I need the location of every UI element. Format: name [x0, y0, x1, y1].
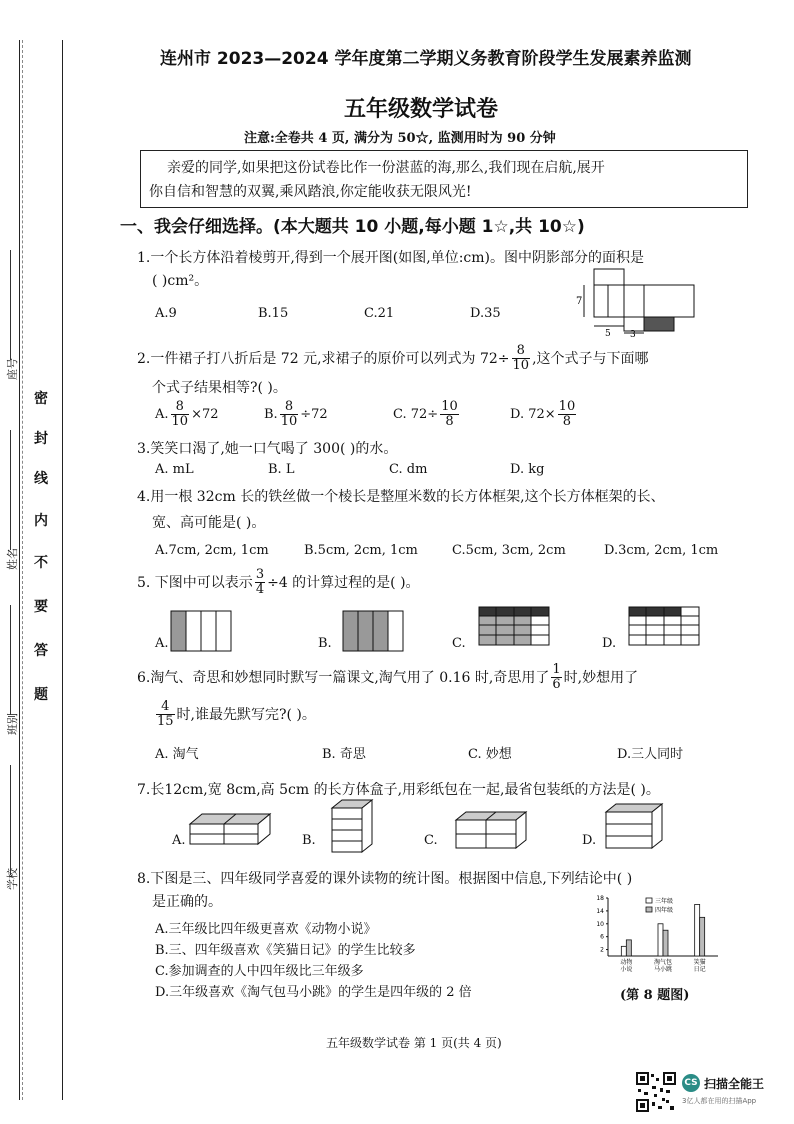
q5-option-a[interactable]: A. — [155, 636, 169, 651]
field-seat-number: 座号 — [6, 358, 19, 380]
q1-option-d[interactable]: D.35 — [470, 306, 501, 321]
frac-num: 10 — [441, 399, 458, 414]
chart-y-tick-label: 18 — [596, 895, 604, 902]
seal-char: 密 — [34, 391, 48, 407]
q6-option-b[interactable]: B. 奇思 — [322, 747, 366, 762]
opt-fraction — [440, 400, 459, 429]
opt-fraction — [558, 400, 577, 429]
frac-den: 15 — [157, 714, 174, 729]
qr-code-icon — [636, 1072, 676, 1112]
chart-bar — [621, 946, 626, 956]
chart-bar — [700, 917, 705, 956]
chart-y-tick-label: 10 — [596, 920, 604, 928]
q1-label-5: 5 — [605, 329, 611, 338]
chart-y-tick-label: 2 — [600, 946, 604, 954]
q8-stem-2: 是正确的。 — [152, 894, 222, 910]
q2-option-a[interactable] — [155, 400, 219, 429]
chart-legend-swatch — [646, 898, 652, 903]
frac-den: 4 — [255, 582, 265, 597]
q4-option-a[interactable]: A.7cm, 2cm, 1cm — [155, 543, 269, 558]
opt-label: B. — [264, 407, 278, 422]
seal-char: 答 — [34, 643, 48, 659]
field-line — [10, 765, 11, 875]
q4-option-d[interactable]: D.3cm, 2cm, 1cm — [604, 543, 719, 558]
margin-line-outer — [19, 40, 20, 1100]
q4-stem: 4.用一根 32cm 长的铁丝做一个棱长是整厘米数的长方体框架,这个长方体框架的长、 — [137, 489, 665, 505]
q7-stem: 7.长12cm,宽 8cm,高 5cm 的长方体盒子,用彩纸包在一起,最省包装纸的方法是( )。 — [137, 782, 660, 798]
q5-option-b[interactable]: B. — [318, 636, 332, 651]
q5-figure-a — [170, 610, 232, 652]
section-title: 一、我会仔细选择。(本大题共 10 小题,每小题 1☆,共 10☆) — [120, 217, 585, 237]
q4-option-b[interactable]: B.5cm, 2cm, 1cm — [304, 543, 418, 558]
opt-label: A. — [155, 407, 169, 422]
exam-subtitle: 五年级数学试卷 — [344, 97, 499, 122]
q8-option-a[interactable]: A.三年级比四年级更喜欢《动物小说》 — [155, 922, 377, 937]
q1-option-a[interactable]: A.9 — [155, 306, 177, 321]
brand-tagline: 3亿人都在用的扫描App — [682, 1097, 757, 1105]
frac-num: 1 — [552, 662, 561, 677]
page-footer: 五年级数学试卷 第 1 页(共 4 页) — [326, 1036, 502, 1050]
opt-fraction — [171, 400, 190, 429]
q7-figure-d — [604, 802, 664, 852]
q4-stem-2: 宽、高可能是( )。 — [152, 515, 266, 531]
q5-fraction — [255, 568, 265, 597]
greeting-box — [140, 150, 748, 208]
q6-stem-2 — [154, 700, 316, 729]
opt-fraction — [280, 400, 299, 429]
seal-char: 线 — [34, 471, 48, 487]
q8-option-d[interactable]: D.三年级喜欢《淘气包马小跳》的学生是四年级的 2 倍 — [155, 985, 472, 1000]
q5-stem-b: ÷4 的计算过程的是( )。 — [267, 574, 420, 591]
q2-stem-a: 2.一件裙子打八折后是 72 元,求裙子的原价可以列式为 72÷ — [137, 350, 510, 367]
q8-bar-chart — [588, 892, 734, 988]
chart-x-tick-label: 动物 — [620, 959, 633, 966]
q1-option-c[interactable]: C.21 — [364, 306, 395, 321]
frac-num: 3 — [255, 567, 265, 582]
q8-stem: 8.下图是三、四年级同学喜爱的课外读物的统计图。根据图中信息,下列结论中( ) — [137, 871, 633, 887]
q2-stem — [137, 344, 649, 373]
field-class: 班别 — [6, 713, 19, 735]
q1-net-figure — [574, 266, 704, 338]
frac-num: 8 — [171, 400, 190, 415]
q5-figure-c — [478, 606, 550, 646]
q6-option-a[interactable]: A. 淘气 — [155, 747, 199, 762]
chart-x-tick-label: 马小跳 — [653, 966, 673, 973]
q6-stem-a: 6.淘气、奇思和妙想同时默写一篇课文,淘气用了 0.16 时,奇思用了 — [137, 669, 550, 686]
q8-option-c[interactable]: C.参加调查的人中四年级比三年级多 — [155, 964, 364, 979]
chart-legend-label: 三年级 — [655, 898, 674, 905]
field-name: 姓名 — [6, 548, 19, 570]
seal-char: 要 — [34, 599, 48, 615]
q5-stem-a: 5. 下图中可以表示 — [137, 574, 253, 591]
q1-option-b[interactable]: B.15 — [258, 306, 289, 321]
q2-option-b[interactable] — [264, 400, 328, 429]
chart-legend-swatch — [646, 907, 652, 912]
greeting-line: 亲爱的同学,如果把这份试卷比作一份湛蓝的海,那么,我们现在启航,展开 — [167, 160, 605, 176]
q1-shaded-face — [644, 317, 674, 331]
q3-option-a[interactable]: A. mL — [155, 462, 194, 477]
chart-x-tick-label: 笑猫 — [693, 959, 706, 966]
chart-legend-label: 四年级 — [655, 907, 674, 914]
field-line — [10, 605, 11, 715]
field-school: 学校 — [6, 868, 19, 890]
seal-char: 题 — [34, 687, 48, 703]
greeting-line: 你自信和智慧的双翼,乘风踏浪,你定能收获无限风光! — [149, 184, 472, 200]
q8-chart-caption: (第 8 题图) — [620, 988, 690, 1003]
frac-den: 10 — [280, 414, 298, 429]
q7-figure-b — [330, 798, 374, 856]
q2-stem-b: ,这个式子与下面哪 — [532, 350, 649, 367]
q3-option-b[interactable]: B. L — [268, 462, 295, 477]
q6-stem — [137, 663, 638, 692]
chart-x-tick-label: 日记 — [693, 966, 706, 973]
q7-figure-c — [454, 810, 528, 850]
frac-den: 10 — [171, 414, 189, 429]
q7-figure-a — [188, 812, 274, 848]
seal-char: 内 — [34, 513, 48, 529]
frac-den: 6 — [552, 677, 561, 692]
chart-bar — [626, 940, 631, 956]
q5-option-d[interactable]: D. — [602, 636, 617, 651]
opt-tail: ×72 — [191, 407, 219, 422]
chart-bar — [695, 904, 700, 956]
q2-option-d[interactable] — [510, 400, 578, 429]
chart-x-tick-label: 小说 — [620, 966, 633, 973]
frac-den: 8 — [445, 414, 454, 429]
q7-option-d[interactable]: D. — [582, 833, 597, 848]
frac-den: 10 — [512, 358, 530, 373]
q2-option-c[interactable] — [393, 400, 461, 429]
q7-option-a[interactable]: A. — [172, 833, 186, 848]
q4-option-c[interactable]: C.5cm, 3cm, 2cm — [452, 543, 566, 558]
q6-option-c[interactable]: C. 妙想 — [468, 747, 512, 762]
opt-tail: ÷72 — [300, 407, 328, 422]
q1-label-7: 7 — [576, 296, 583, 307]
seal-char: 不 — [34, 555, 48, 571]
q5-figure-b — [342, 610, 404, 652]
q5-option-c[interactable]: C. — [452, 636, 466, 651]
q5-figure-d — [628, 606, 700, 646]
q1-stem: 1.一个长方体沿着棱剪开,得到一个展开图(如图,单位:cm)。图中阴影部分的面积是 — [137, 250, 645, 266]
q8-option-b[interactable]: B.三、四年级喜欢《笑猫日记》的学生比较多 — [155, 943, 416, 958]
q6-stem-c: 时,谁最先默写完?( )。 — [176, 706, 316, 723]
brand-name: 扫描全能王 — [704, 1077, 765, 1091]
seal-char: 封 — [34, 431, 48, 447]
exam-notice: 注意:全卷共 4 页, 满分为 50☆, 监测用时为 90 分钟 — [244, 131, 556, 146]
q3-option-c[interactable]: C. dm — [389, 462, 428, 477]
frac-num: 10 — [558, 399, 576, 414]
q6-option-d[interactable]: D.三人同时 — [617, 747, 684, 762]
frac-num: 8 — [512, 344, 531, 359]
q7-option-c[interactable]: C. — [424, 833, 438, 848]
chart-y-tick-label: 14 — [596, 907, 604, 915]
q6-fraction-1 — [551, 663, 561, 692]
chart-bar — [663, 930, 668, 956]
q1-stem-2: ( )cm²。 — [152, 273, 209, 289]
q2-fraction — [512, 344, 531, 373]
q6-fraction-2 — [156, 700, 175, 729]
chart-x-tick-label: 淘气包 — [653, 959, 673, 966]
q3-stem: 3.笑笑口渴了,她一口气喝了 300( )的水。 — [137, 441, 398, 457]
q7-option-b[interactable]: B. — [302, 833, 316, 848]
frac-den: 8 — [562, 414, 572, 429]
exam-title: 连州市 2023—2024 学年度第二学期义务教育阶段学生发展素养监测 — [160, 49, 692, 69]
q1-label-3: 3 — [630, 330, 636, 338]
chart-y-tick-label: 6 — [600, 933, 604, 941]
camscanner-logo-icon: CS — [682, 1074, 700, 1092]
q5-stem — [137, 568, 420, 597]
opt-label: D. 72× — [510, 407, 556, 422]
opt-label: C. 72÷ — [393, 407, 439, 422]
q2-stem-2: 个式子结果相等?( )。 — [152, 380, 287, 396]
field-line — [10, 430, 11, 550]
chart-bar — [658, 924, 663, 956]
frac-num: 4 — [156, 700, 175, 715]
q6-stem-b: 时,妙想用了 — [563, 669, 639, 686]
q3-option-d[interactable]: D. kg — [510, 462, 545, 477]
field-line — [10, 250, 11, 360]
frac-num: 8 — [280, 400, 299, 415]
